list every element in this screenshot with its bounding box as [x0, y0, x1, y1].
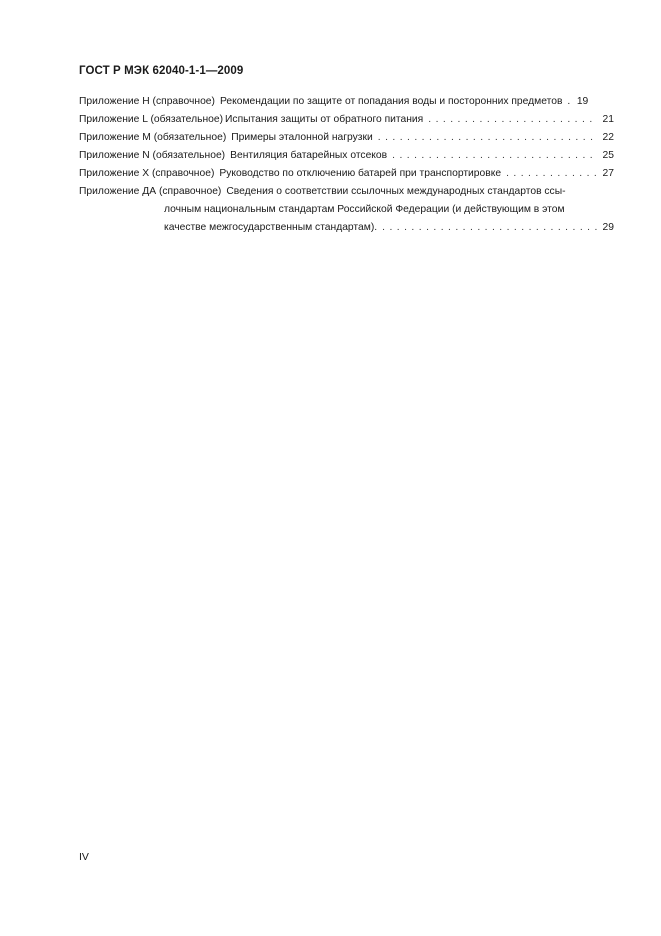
toc-annex-label: Приложение ДА (справочное)	[79, 186, 222, 197]
toc-entry-annex-l[interactable]	[79, 111, 614, 129]
toc-leader-dots	[392, 147, 597, 165]
toc-leader-dots	[428, 111, 597, 129]
toc-entry-title-line-3: качестве межгосударственным стандартам).	[164, 222, 378, 233]
toc-annex-label: Приложение Н (справочное)	[79, 96, 215, 107]
toc-leader-dot: .	[567, 96, 571, 107]
toc-annex-label: Приложение N (обязательное)	[79, 150, 226, 161]
toc-entry-title: Руководство по отключению батарей при транспортировке	[219, 168, 502, 179]
toc-entry-title: Рекомендации по защите от попадания воды и посторонних предметов	[219, 96, 563, 107]
toc-page-number: 19	[576, 96, 589, 107]
table-of-contents	[79, 93, 614, 237]
toc-entry-title: Вентиляция батарейных отсеков	[230, 150, 388, 161]
toc-leader-dots	[506, 165, 597, 183]
page-number-footer: IV	[79, 851, 89, 863]
toc-entry-title: Примеры эталонной нагрузки	[231, 132, 373, 143]
toc-page-number: 21	[602, 114, 614, 125]
toc-entry-title-line-2: лочным национальным стандартам Российской Федерации (и действующим в этом	[164, 204, 565, 215]
toc-entry-annex-da[interactable]	[79, 183, 614, 237]
toc-entry-title-line-1: Сведения о соответствии ссылочных международных стандартов ссы-	[226, 186, 566, 197]
toc-entry-annex-m[interactable]	[79, 129, 614, 147]
toc-page-number: 22	[602, 132, 614, 143]
toc-annex-label: Приложение L (обязательное)	[79, 114, 224, 125]
toc-page-number: 27	[602, 168, 614, 179]
document-code-header: ГОСТ Р МЭК 62040-1-1—2009	[79, 65, 244, 77]
toc-leader-dots	[382, 219, 597, 237]
toc-entry-title: Испытания защиты от обратного питания	[225, 114, 424, 125]
toc-leader-dots	[378, 129, 597, 147]
toc-annex-label: Приложение Х (справочное)	[79, 168, 215, 179]
toc-entry-annex-h[interactable]	[79, 93, 614, 111]
toc-annex-label: Приложение М (обязательное)	[79, 132, 227, 143]
toc-entry-annex-x[interactable]	[79, 165, 614, 183]
toc-entry-annex-n[interactable]	[79, 147, 614, 165]
toc-page-number: 29	[602, 222, 614, 233]
toc-page-number: 25	[602, 150, 614, 161]
